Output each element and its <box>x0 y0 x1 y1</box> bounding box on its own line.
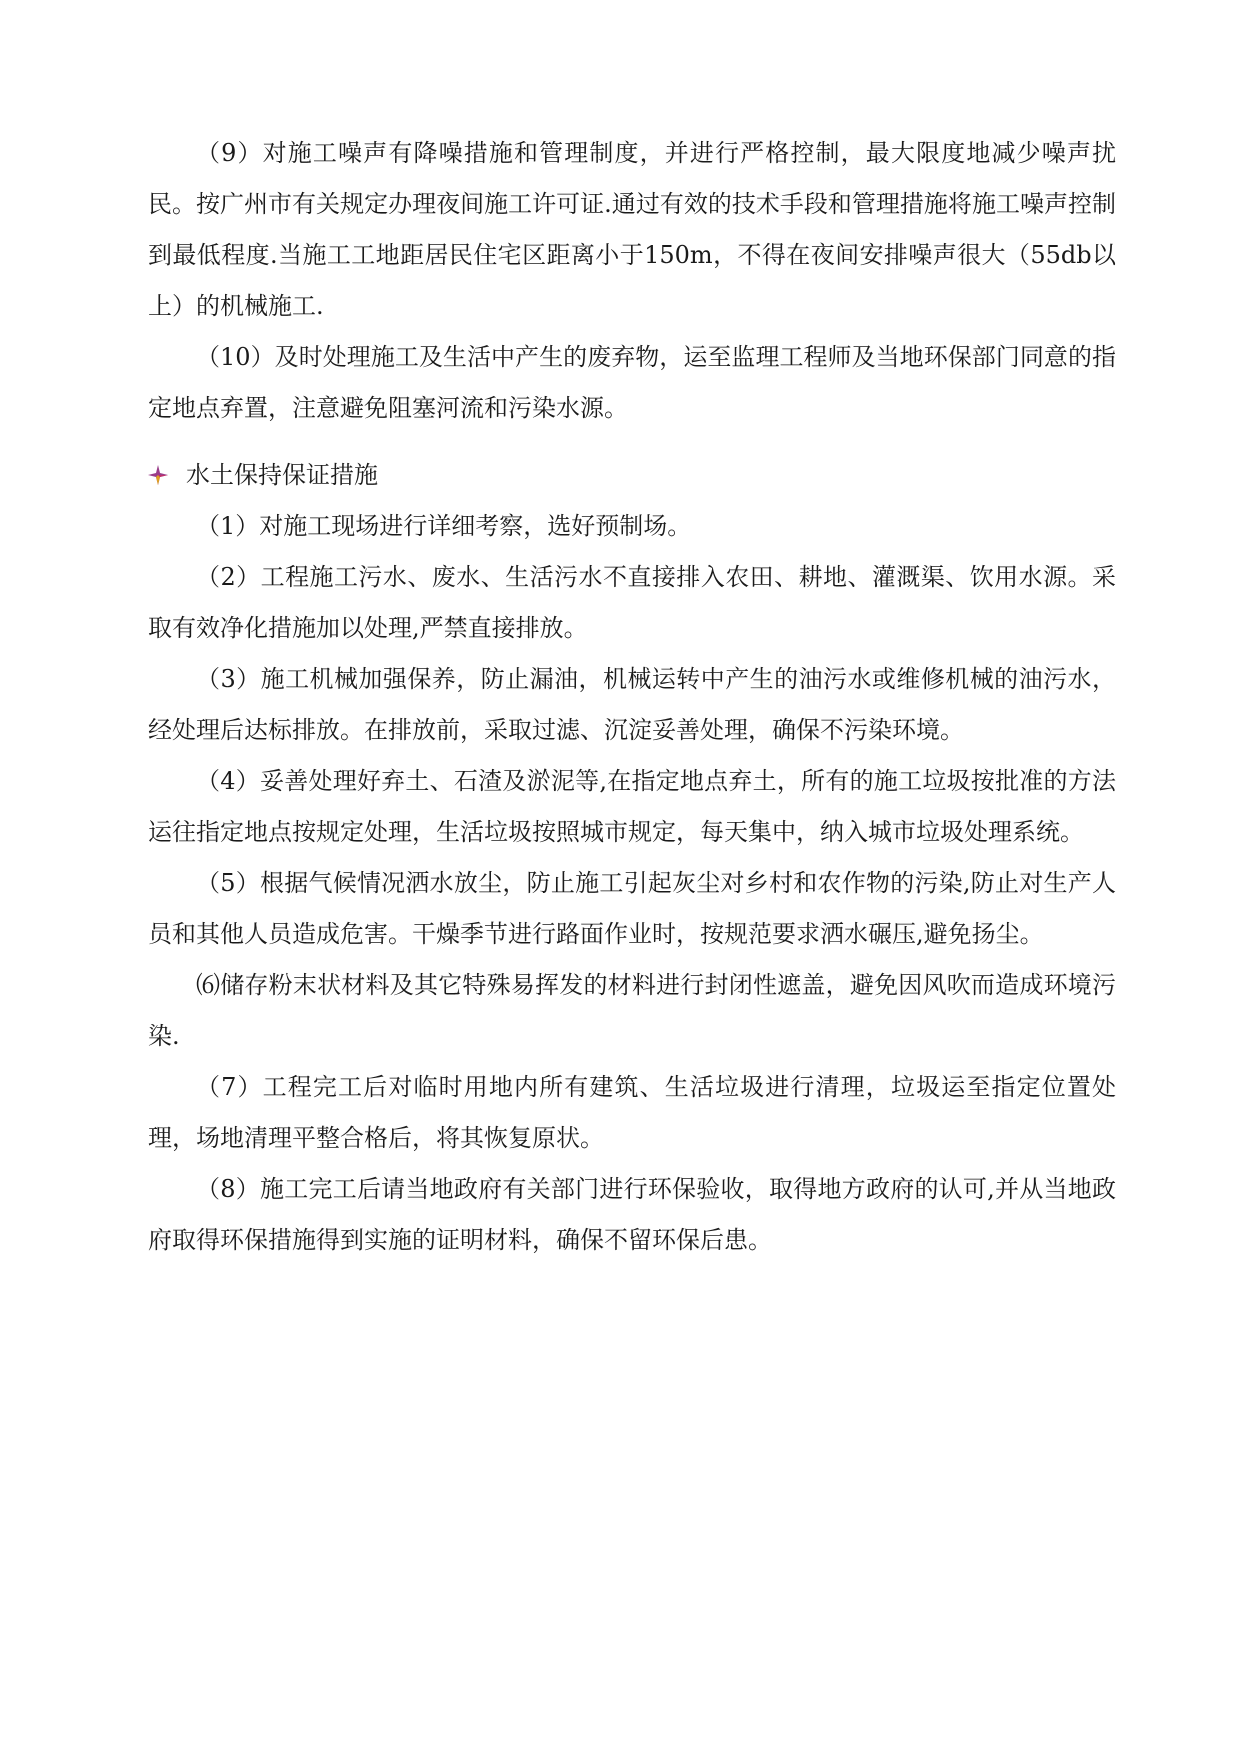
paragraph-waste-disposal: （10）及时处理施工及生活中产生的废弃物，运至监理工程师及当地环保部门同意的指定地点弃置，注意避免阻塞河流和污染水源。 <box>148 343 1116 422</box>
paragraph-noise-control: （9）对施工噪声有降噪措施和管理制度，并进行严格控制，最大限度地减少噪声扰民。按广州市有关规定办理夜间施工许可证.通过有效的技术手段和管理措施将施工噪声控制到最低程度.当施工工地距居民住宅区距离小于150m，不得在夜间安排噪声很大（55db以上）的机械施工. <box>148 139 1116 320</box>
paragraph-dust-control: （5）根据气候情况洒水放尘，防止施工引起灰尘对乡村和农作物的污染,防止对生产人员和其他人员造成危害。干燥季节进行路面作业时，按规范要求洒水碾压,避免扬尘。 <box>148 869 1116 948</box>
document-page <box>148 128 1116 1266</box>
paragraph-environmental-acceptance: （8）施工完工后请当地政府有关部门进行环保验收，取得地方政府的认可,并从当地政府取得环保措施得到实施的证明材料，确保不留环保后患。 <box>148 1175 1116 1254</box>
paragraph-machinery-maintenance: （3）施工机械加强保养，防止漏油，机械运转中产生的油污水或维修机械的油污水，经处理后达标排放。在排放前，采取过滤、沉淀妥善处理，确保不污染环境。 <box>148 665 1116 744</box>
paragraph-spoil-disposal: （4）妥善处理好弃土、石渣及淤泥等,在指定地点弃土，所有的施工垃圾按批准的方法运往指定地点按规定处理，生活垃圾按照城市规定，每天集中，纳入城市垃圾处理系统。 <box>148 767 1116 846</box>
four-point-star-bullet-icon <box>148 465 168 485</box>
paragraph-wastewater: （2）工程施工污水、废水、生活污水不直接排入农田、耕地、灌溉渠、饮用水源。采取有效净化措施加以处理,严禁直接排放。 <box>148 563 1116 642</box>
paragraph-site-cleanup: （7）工程完工后对临时用地内所有建筑、生活垃圾进行清理，垃圾运至指定位置处理，场地清理平整合格后，将其恢复原状。 <box>148 1073 1116 1152</box>
section-heading <box>148 450 1116 501</box>
section-heading-text: 水土保持保证措施 <box>186 461 378 489</box>
paragraph-site-survey: （1）对施工现场进行详细考察，选好预制场。 <box>196 512 692 540</box>
paragraph-material-storage: ⑹储存粉末状材料及其它特殊易挥发的材料进行封闭性遮盖，避免因风吹而造成环境污染. <box>148 971 1116 1050</box>
